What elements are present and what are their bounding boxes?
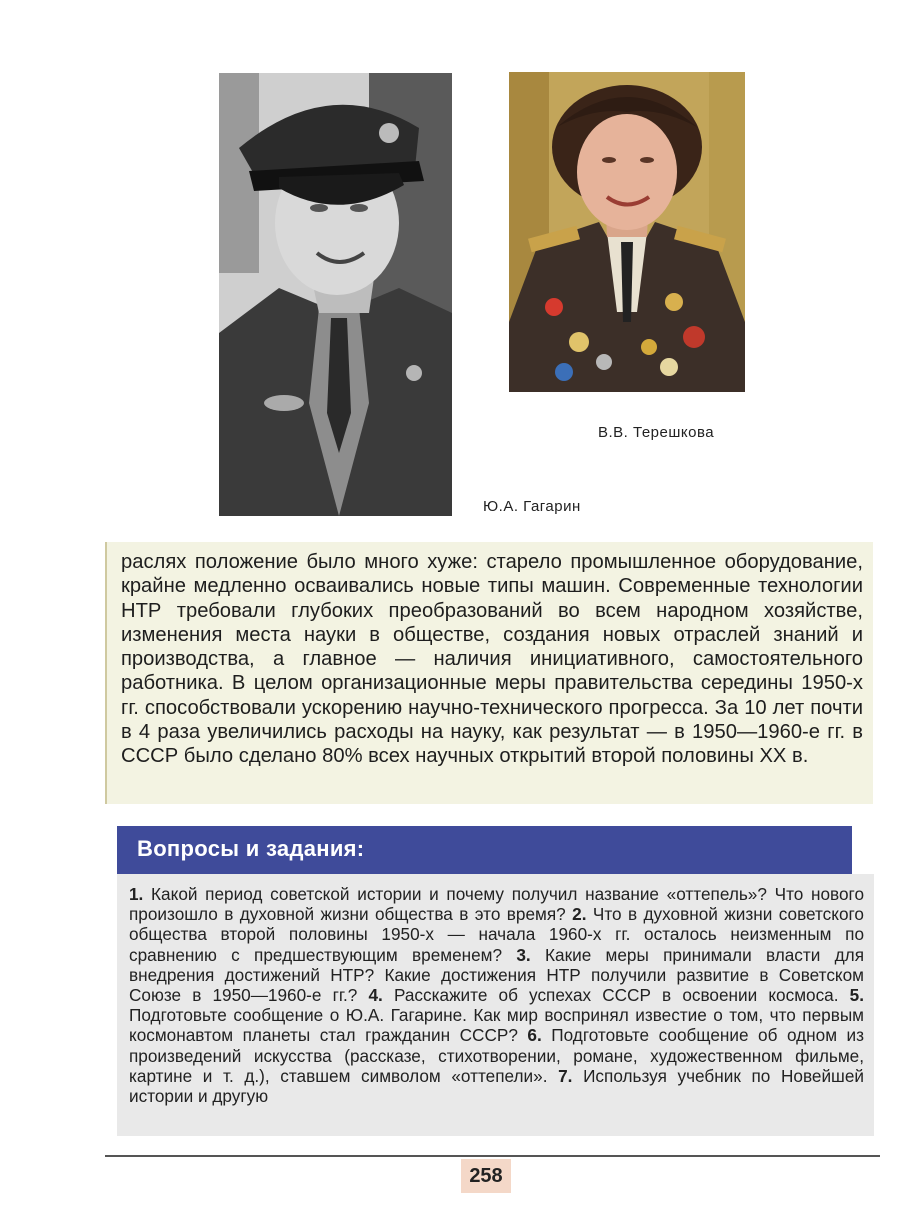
questions-header xyxy=(117,826,852,874)
question-number: 6. xyxy=(527,1025,542,1046)
question-text: Расскажите об успехах СССР в освоении космоса. xyxy=(393,985,839,1006)
body-text-block xyxy=(105,542,873,804)
question-number: 7. xyxy=(558,1065,573,1086)
footer-divider xyxy=(105,1155,880,1157)
question-text: Что в духовной жизни советского общества второй половины 1950-х — начала 1960-х гг. осталось неизменным по сравнению с предшествующим временем? xyxy=(129,904,864,965)
question-text: Используя учебник по Новейшей истории и другую xyxy=(129,1065,864,1107)
question-number: 3. xyxy=(516,944,531,965)
question-text: Какие меры принимали власти для внедрения достижений НТР? Какие достижения НТР получили развитие в Советском Союзе в 1950—1960-е гг.? xyxy=(129,944,864,1006)
questions-block xyxy=(117,874,874,1136)
questions-paragraph xyxy=(117,874,874,1106)
tereshkova-photo xyxy=(509,72,745,392)
question-text: Подготовьте сообщение об одном из произведений искусства (рассказе, стихотворении, романе, художественном фильме, картине и т. д.), ставшем символом «оттепели». xyxy=(129,1025,864,1086)
question-number: 4. xyxy=(368,985,383,1006)
page-number: 258 xyxy=(461,1159,511,1193)
question-number: 1. xyxy=(129,884,144,904)
tereshkova-caption: В.В. Терешкова xyxy=(598,424,715,441)
gagarin-caption: Ю.А. Гагарин xyxy=(483,498,581,515)
gagarin-photo xyxy=(219,73,452,516)
questions-title: Вопросы и задания: xyxy=(137,836,365,861)
question-text: Подготовьте сообщение о Ю.А. Гагарине. Как мир воспринял известие о том, что первым космонавтом планеты стал гражданин СССР? xyxy=(129,1005,864,1046)
question-number: 2. xyxy=(572,904,587,925)
question-text: Какой период советской истории и почему получил название «оттепель»? Что нового произошло в духовной жизни общества в это время? xyxy=(129,884,864,925)
question-number: 5. xyxy=(849,985,865,1006)
body-paragraph: раслях положение было много хуже: старело промышленное оборудование, крайне медленно осваивались новые типы машин. Современные технологии НТР требовали глубоких преобразований во всем народном хозяйстве, изменения места науки в обществе, создания новых отраслей знаний и производства, а главное — наличия инициативного, самостоятельного работника. В целом организационные меры правительства середины 1950-х гг. способствовали ускорению научно-технического прогресса. За 10 лет почти в 4 раза увеличились расходы на науку, как результат — в 1950—1960-е гг. в СССР было сделано 80% всех научных открытий второй половины XX в. xyxy=(121,551,863,768)
